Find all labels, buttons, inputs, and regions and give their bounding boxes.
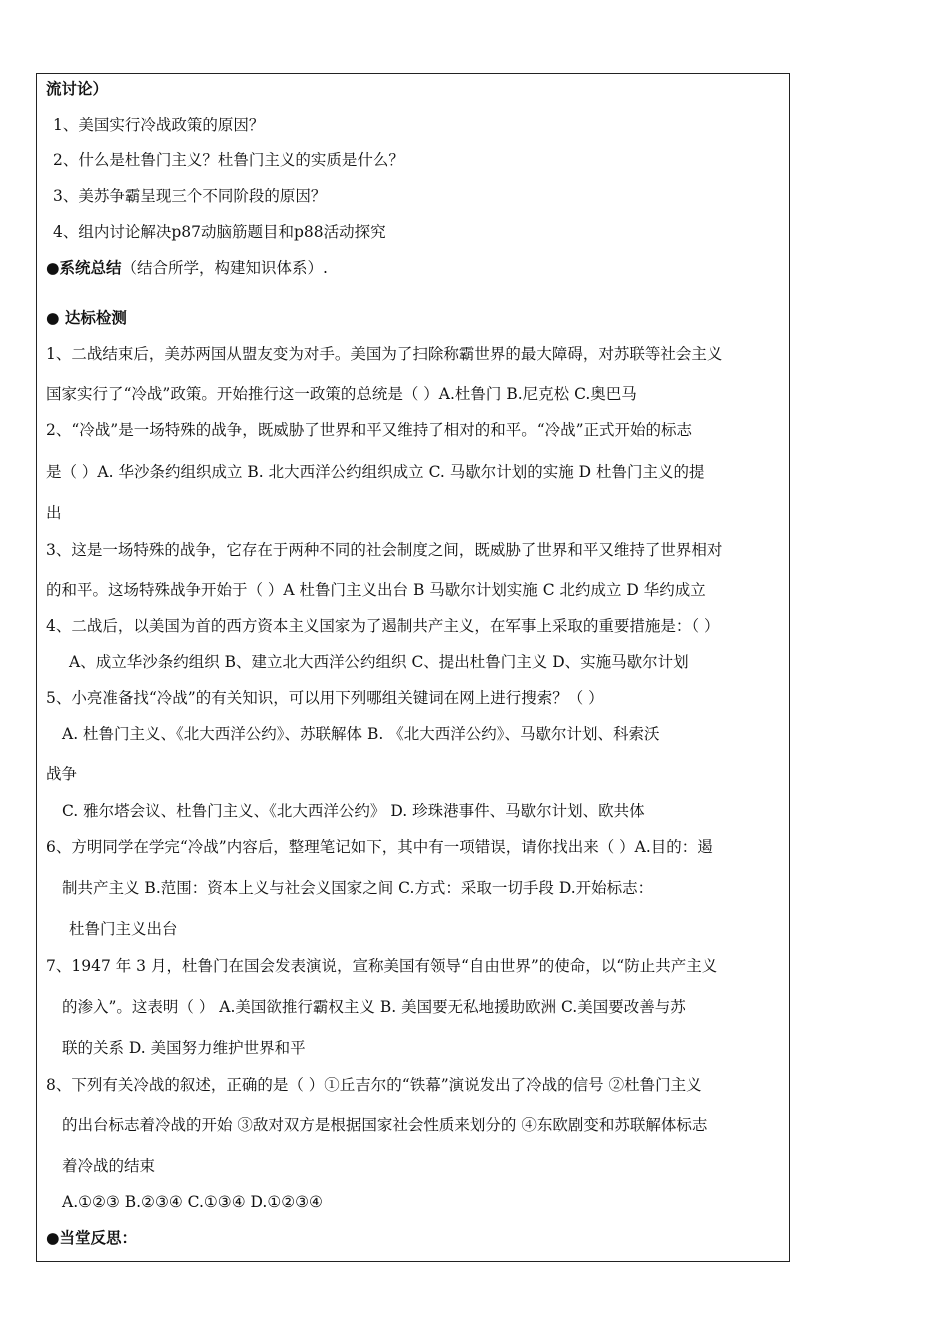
q6-line-3: 杜鲁门主义出台	[69, 920, 178, 938]
q8-options: A.①②③ B.②③④ C.①③④ D.①②③④	[62, 1193, 323, 1211]
summary-text: （结合所学，构建知识体系）.	[121, 259, 328, 277]
q3-line-2: 的和平。这场特殊战争开始于（ ）A 杜鲁门主义出台 B 马歇尔计划实施 C 北约成立 D 华约成立	[46, 581, 706, 599]
q1-line-1: 1、二战结束后，美苏两国从盟友变为对手。美国为了扫除称霸世界的最大障碍，对苏联等社会主义	[46, 345, 723, 363]
q4-options: A、成立华沙条约组织 B、建立北大西洋公约组织 C、提出杜鲁门主义 D、实施马歇尔计划	[69, 653, 689, 671]
q7-line-1: 7、1947 年 3 月，杜鲁门在国会发表演说，宣称美国有领导“自由世界”的使命，以“防止共产主义	[46, 957, 718, 975]
discussion-q3: 3、美苏争霸呈现三个不同阶段的原因？	[53, 187, 327, 205]
q8-line-2: 的出台标志着冷战的开始 ③敌对双方是根据国家社会性质来划分的 ④东欧剧变和苏联解体标志	[62, 1116, 708, 1134]
q6-line-2: 制共产主义 B.范围：资本上义与社会义国家之间 C.方式：采取一切手段 D.开始标志：	[62, 879, 654, 897]
summary-line	[46, 258, 328, 278]
discussion-q2: 2、什么是杜鲁门主义？杜鲁门主义的实质是什么？	[53, 151, 404, 169]
discussion-q4: 4、组内讨论解决p87动脑筋题目和p88活动探究	[53, 223, 386, 241]
q5-line-1: 5、小亮准备找“冷战”的有关知识，可以用下列哪组关键词在网上进行搜索？（ ）	[46, 689, 604, 707]
heading-tail: 流讨论）	[46, 80, 109, 98]
q7-line-3: 联的关系 D. 美国努力维护世界和平	[62, 1039, 306, 1057]
q2-line-3: 出	[46, 504, 62, 522]
reflection-heading: ●当堂反思：	[46, 1229, 138, 1247]
q7-line-2: 的渗入”。这表明（ ） A.美国欲推行霸权主义 B. 美国要无私地援助欧洲 C.美国要改善与苏	[62, 998, 686, 1016]
q8-line-3: 着冷战的结束	[62, 1157, 156, 1175]
q1-line-2: 国家实行了“冷战”政策。开始推行这一政策的总统是（ ）A.杜鲁门 B.尼克松 C.奥巴马	[46, 385, 637, 403]
summary-label: ●系统总结	[46, 259, 122, 277]
q5-option-b-cont: 战争	[46, 765, 78, 783]
q6-line-1: 6、方明同学在学完“冷战”内容后，整理笔记如下，其中有一项错误，请你找出来（ ）A.目的：遏	[46, 838, 713, 856]
q2-line-1: 2、“冷战”是一场特殊的战争，既威胁了世界和平又维持了相对的和平。“冷战”正式开始的标志	[46, 421, 693, 439]
q4-line-1: 4、二战后，以美国为首的西方资本主义国家为了遏制共产主义，在军事上采取的重要措施是：（ ）	[46, 617, 720, 635]
discussion-q1: 1、美国实行冷战政策的原因？	[53, 116, 265, 134]
q3-line-1: 3、这是一场特殊的战争，它存在于两种不同的社会制度之间，既威胁了世界和平又维持了世界相对	[46, 541, 723, 559]
test-title: ● 达标检测	[46, 309, 127, 327]
q5-option-ab: A. 杜鲁门主义、《北大西洋公约》、苏联解体 B. 《北大西洋公约》、马歇尔计划、科索沃	[62, 725, 660, 743]
q2-line-2: 是（ ）A. 华沙条约组织成立 B. 北大西洋公约组织成立 C. 马歇尔计划的实施 D 杜鲁门主义的提	[46, 463, 705, 481]
q5-option-cd: C. 雅尔塔会议、杜鲁门主义、《北大西洋公约》 D. 珍珠港事件、马歇尔计划、欧共体	[62, 802, 645, 820]
q8-line-1: 8、下列有关冷战的叙述，正确的是（ ）①丘吉尔的“铁幕”演说发出了冷战的信号 ②杜鲁门主义	[46, 1076, 702, 1094]
